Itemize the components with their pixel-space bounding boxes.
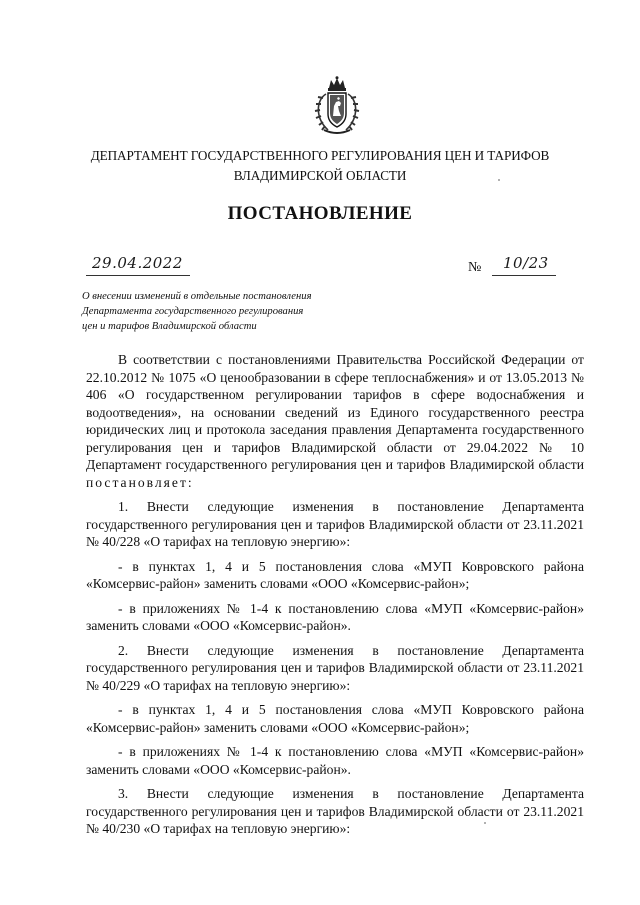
coat-of-arms-icon [312,76,362,136]
document-subject [82,289,402,334]
subject-line: Департамента государственного регулирования [82,306,304,317]
item-2-subitem-a: - в пунктах 1, 4 и 5 постановления слова «МУП Ковровского района «Комсервис-район» заменить словами «ООО «Комсервис-район»; [86,702,584,735]
department-name-line2: ВЛАДИМИРСКОЙ ОБЛАСТИ [233,168,407,183]
item-2-subitem-b: - в приложениях № 1-4 к постановлению слова «МУП «Комсервис-район» заменить словами «ООО «Комсервис-район». [86,744,584,777]
preamble-paragraph [86,351,584,491]
department-name-line1: ДЕПАРТАМЕНТ ГОСУДАРСТВЕННОГО РЕГУЛИРОВАНИЯ ЦЕН И ТАРИФОВ [90,148,550,163]
document-number: 10/23 [503,254,549,272]
item-1-subitem-b: - в приложениях № 1-4 к постановлению слова «МУП «Комсервис-район» заменить словами «ООО «Комсервис-район». [86,600,584,633]
decree-word: постановляет: [86,474,194,490]
number-underline [492,275,556,276]
item-1-subitem-a: - в пунктах 1, 4 и 5 постановления слова «МУП Ковровского района «Комсервис-район» заменить словами «ООО «Комсервис-район»; [86,558,584,591]
document-date: 29.04.2022 [92,254,183,272]
scan-speck [498,179,500,181]
preamble-text: В соответствии с постановлениями Правительства Российской Федерации от 22.10.2012 № 1075 «О ценообразовании в сфере теплоснабжения» и от 13.05.2013 № 406 «О государственном регулировании тарифов в сфере водоснабжения и водоотведения», на основании сведений из Единого государственного реестра юридических лиц и протокола заседания правления Департамента государственного регулирования цен и тарифов Владимирской области от 29.04.2022 № 10 Департамент государственного регулирования цен и тарифов Владимирской области [86,352,584,472]
document-type-title: ПОСТАНОВЛЕНИЕ [227,203,413,224]
number-sign: № [468,260,482,275]
item-2: 2. Внести следующие изменения в постановление Департамента государственного регулирования цен и тарифов Владимирской области от 23.11.2021 № 40/229 «О тарифах на тепловую энергию»: [86,642,584,693]
subject-line: О внесении изменений в отдельные постановления [82,291,312,302]
document-body [86,351,584,838]
scan-speck [484,822,486,824]
date-underline [86,275,190,276]
item-1: 1. Внести следующие изменения в постановление Департамента государственного регулирования цен и тарифов Владимирской области от 23.11.2021 № 40/228 «О тарифах на тепловую энергию»: [86,499,584,549]
subject-line: цен и тарифов Владимирской области [82,321,257,332]
item-3: 3. Внести следующие изменения в постановление Департамента государственного регулирования цен и тарифов Владимирской области от 23.11.2021 № 40/230 «О тарифах на тепловую энергию»: [86,786,584,836]
